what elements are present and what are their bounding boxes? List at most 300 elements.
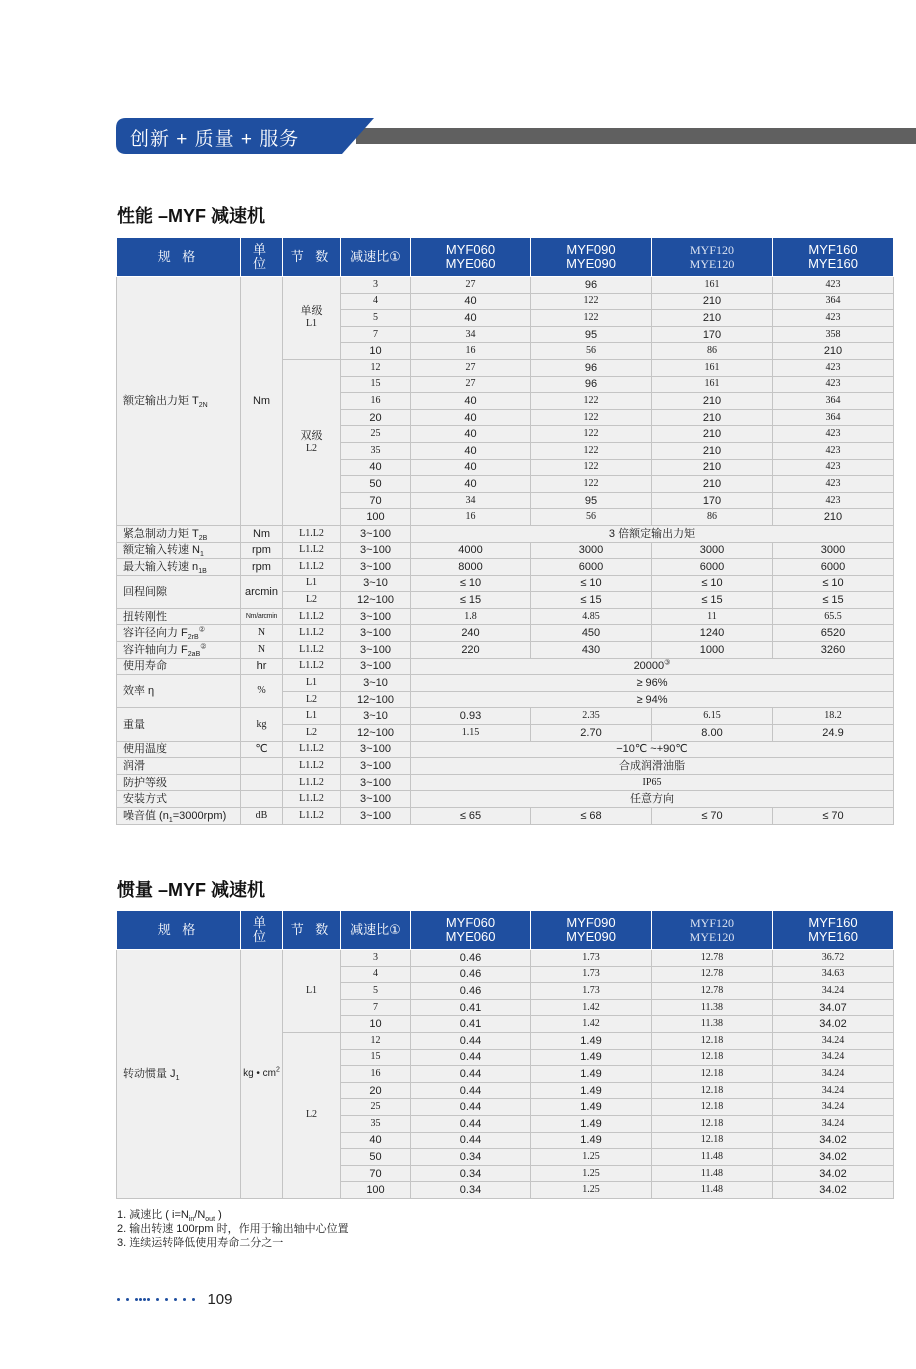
ratio-cell: 15 [341, 1049, 411, 1066]
value-cell: 423 [773, 376, 894, 393]
value-cell: 240 [411, 625, 531, 642]
stage-cell: L1 [283, 708, 341, 725]
unit-cell [241, 791, 283, 808]
table-row [117, 791, 894, 808]
row-label: 润滑 [117, 758, 241, 775]
value-cell: 3 倍额定输出力矩 [411, 525, 894, 542]
performance-table [116, 237, 894, 825]
value-cell: 16 [411, 509, 531, 526]
header-stage: 节 数 [283, 238, 341, 277]
value-cell: 40 [411, 293, 531, 310]
value-cell: 34.24 [773, 1066, 894, 1083]
ratio-cell: 12~100 [341, 592, 411, 609]
value-cell: 0.93 [411, 708, 531, 725]
table-row [117, 758, 894, 775]
dot-icon [135, 1298, 138, 1301]
value-cell: 12.78 [652, 950, 773, 967]
value-cell: 27 [411, 359, 531, 376]
value-cell: 210 [773, 509, 894, 526]
ratio-cell: 20 [341, 1082, 411, 1099]
value-cell: 122 [531, 293, 652, 310]
ratio-cell: 3~100 [341, 774, 411, 791]
value-cell: 364 [773, 409, 894, 426]
value-cell: 95 [531, 492, 652, 509]
value-cell: 12.18 [652, 1032, 773, 1049]
value-cell: 34.02 [773, 1132, 894, 1149]
model-name: MYE090 [566, 929, 616, 944]
value-cell: 364 [773, 393, 894, 410]
ratio-cell: 3~100 [341, 642, 411, 659]
ratio-cell: 5 [341, 310, 411, 327]
value-cell: 3000 [773, 542, 894, 559]
value-cell: 12.18 [652, 1115, 773, 1132]
model-name: MYF160 [808, 242, 858, 257]
ratio-cell: 7 [341, 326, 411, 343]
value-cell: 34.02 [773, 1165, 894, 1182]
header-model-4 [773, 238, 894, 277]
value-cell: 12.18 [652, 1066, 773, 1083]
value-cell: 423 [773, 310, 894, 327]
row-label: 使用寿命 [117, 658, 241, 675]
ratio-cell: 3~100 [341, 542, 411, 559]
value-cell: 364 [773, 293, 894, 310]
dot-icon [192, 1298, 195, 1301]
ratio-cell: 3~100 [341, 525, 411, 542]
value-cell: 0.44 [411, 1049, 531, 1066]
stage-cell: L1.L2 [283, 642, 341, 659]
value-cell: 12.18 [652, 1132, 773, 1149]
ratio-cell: 12~100 [341, 725, 411, 742]
model-name: MYE060 [445, 929, 496, 944]
value-cell: 1240 [652, 625, 773, 642]
value-cell: 1.73 [531, 966, 652, 983]
value-cell: 4.85 [531, 608, 652, 625]
value-cell: 0.44 [411, 1066, 531, 1083]
ratio-cell: 3~10 [341, 708, 411, 725]
ratio-cell: 70 [341, 492, 411, 509]
ratio-cell: 25 [341, 1099, 411, 1116]
ratio-cell: 3~10 [341, 575, 411, 592]
stage-cell: L1 [283, 675, 341, 692]
value-cell: 210 [652, 393, 773, 410]
header-unit: 单 位 [241, 238, 283, 277]
value-cell: 423 [773, 476, 894, 493]
value-cell: ≤ 10 [773, 575, 894, 592]
ratio-cell: 5 [341, 983, 411, 1000]
value-cell: 170 [652, 326, 773, 343]
value-cell: 1.49 [531, 1099, 652, 1116]
value-cell: 34.07 [773, 999, 894, 1016]
value-cell: ≤ 65 [411, 808, 531, 825]
value-cell: 1.49 [531, 1032, 652, 1049]
value-cell: 12.18 [652, 1082, 773, 1099]
ratio-cell: 3 [341, 950, 411, 967]
stage-l2: 双级 L2 [283, 359, 341, 525]
ratio-cell: 10 [341, 343, 411, 360]
row-label: 紧急制动力矩 $T_{2B}$ [117, 525, 241, 542]
table-row [117, 642, 894, 659]
row-label: 容许轴向力 $F_{2aB}^②$ [117, 642, 241, 659]
value-cell: 3000 [531, 542, 652, 559]
ratio-cell: 12~100 [341, 691, 411, 708]
value-cell: 11.48 [652, 1165, 773, 1182]
ratio-cell: 12 [341, 1032, 411, 1049]
stage-cell: L1.L2 [283, 625, 341, 642]
value-cell: 220 [411, 642, 531, 659]
row-label: 最大输入转速 $n_{1B}$ [117, 559, 241, 576]
ratio-cell: 100 [341, 509, 411, 526]
ratio-cell: 3~100 [341, 758, 411, 775]
dot-icon [174, 1298, 177, 1301]
header-unit: 单 位 [241, 911, 283, 950]
model-name: MYE120 [689, 257, 735, 271]
footnote-1: 1. 减速比 ( $i=N_{in}/N_{out}$ ) [117, 1209, 222, 1224]
torque-unit: Nm [241, 277, 283, 526]
value-cell: 1.49 [531, 1115, 652, 1132]
footnote-2: 2. 输出转速 100rpm 时，作用于输出轴中心位置 [117, 1223, 349, 1235]
stage-cell: L1.L2 [283, 758, 341, 775]
value-cell: ≤ 10 [652, 575, 773, 592]
value-cell: 210 [652, 293, 773, 310]
ratio-cell: 40 [341, 1132, 411, 1149]
unit-cell: N [241, 625, 283, 642]
unit-cell: N [241, 642, 283, 659]
ratio-cell: 100 [341, 1182, 411, 1199]
value-cell: 12.18 [652, 1049, 773, 1066]
performance-table-body [117, 277, 894, 825]
value-cell: 1.42 [531, 999, 652, 1016]
ratio-cell: 12 [341, 359, 411, 376]
stage-cell: L2 [283, 592, 341, 609]
header-model-1 [411, 911, 531, 950]
stage-cell: L1.L2 [283, 559, 341, 576]
value-cell: 11.48 [652, 1149, 773, 1166]
unit-cell: Nm/arcmin [241, 608, 283, 625]
inertia-table-body [117, 950, 894, 1199]
stage-cell: L1.L2 [283, 525, 341, 542]
value-cell: 40 [411, 442, 531, 459]
ratio-cell: 40 [341, 459, 411, 476]
ratio-cell: 35 [341, 442, 411, 459]
value-cell: 12.78 [652, 966, 773, 983]
ratio-cell: 3~100 [341, 658, 411, 675]
value-cell: 56 [531, 509, 652, 526]
value-cell: ≥ 94% [411, 691, 894, 708]
value-cell: 40 [411, 459, 531, 476]
inertia-unit: kg • $cm^2$ [241, 950, 283, 1199]
value-cell: 11.38 [652, 999, 773, 1016]
header-model-1 [411, 238, 531, 277]
value-cell: 40 [411, 393, 531, 410]
dot-icon [143, 1298, 146, 1301]
row-label: 使用温度 [117, 741, 241, 758]
value-cell: IP65 [411, 774, 894, 791]
ratio-cell: 3~100 [341, 608, 411, 625]
table-row [117, 808, 894, 825]
unit-cell: dB [241, 808, 283, 825]
value-cell: 95 [531, 326, 652, 343]
value-cell: 210 [652, 426, 773, 443]
unit-cell: hr [241, 658, 283, 675]
value-cell: 6.15 [652, 708, 773, 725]
value-cell: 0.44 [411, 1099, 531, 1116]
value-cell: 34.02 [773, 1182, 894, 1199]
value-cell: 423 [773, 459, 894, 476]
ratio-cell: 3~10 [341, 675, 411, 692]
dot-icon [183, 1298, 186, 1301]
performance-title: 性能 –MYF 减速机 [117, 206, 266, 226]
ratio-cell: 70 [341, 1165, 411, 1182]
value-cell: 1.73 [531, 983, 652, 1000]
value-cell: 65.5 [773, 608, 894, 625]
model-name: MYF120 [689, 243, 734, 257]
value-cell: 430 [531, 642, 652, 659]
stage-l2: L2 [283, 1032, 341, 1198]
value-cell: 34.24 [773, 1032, 894, 1049]
value-cell: 122 [531, 393, 652, 410]
table-row [117, 625, 894, 642]
value-cell: ≤ 15 [773, 592, 894, 609]
value-cell: 1.25 [531, 1165, 652, 1182]
unit-cell [241, 758, 283, 775]
table-row [117, 542, 894, 559]
value-cell: 18.2 [773, 708, 894, 725]
value-cell: 12.18 [652, 1099, 773, 1116]
value-cell: 0.41 [411, 999, 531, 1016]
stage-cell: L1.L2 [283, 774, 341, 791]
ratio-cell: 4 [341, 293, 411, 310]
value-cell: 0.34 [411, 1182, 531, 1199]
ratio-cell: 3~100 [341, 808, 411, 825]
stage-cell: L1.L2 [283, 741, 341, 758]
stage-cell: L1 [283, 575, 341, 592]
dot-icon [147, 1298, 150, 1301]
value-cell: ≤ 70 [773, 808, 894, 825]
value-cell: 0.34 [411, 1165, 531, 1182]
page-number: 109 [207, 1291, 233, 1309]
value-cell: 6000 [773, 559, 894, 576]
row-label: 效率 η [117, 675, 241, 708]
value-cell: 170 [652, 492, 773, 509]
value-cell: 1.8 [411, 608, 531, 625]
ratio-cell: 3~100 [341, 625, 411, 642]
value-cell: 0.44 [411, 1082, 531, 1099]
value-cell: 0.44 [411, 1115, 531, 1132]
unit-cell [241, 774, 283, 791]
dot-icon [117, 1298, 120, 1301]
table-row [117, 658, 894, 675]
ratio-cell: 16 [341, 1066, 411, 1083]
model-name: MYF160 [808, 915, 858, 930]
footnote-3: 3. 连续运转降低使用寿命二分之一 [117, 1237, 284, 1249]
value-cell: 122 [531, 442, 652, 459]
value-cell: 6520 [773, 625, 894, 642]
value-cell: 34.02 [773, 1016, 894, 1033]
value-cell: 34.02 [773, 1149, 894, 1166]
footnotes [117, 1208, 349, 1250]
value-cell: 210 [652, 409, 773, 426]
model-name: MYE090 [566, 256, 616, 271]
row-label: 容许径向力 $F_{2rB}^②$ [117, 625, 241, 642]
value-cell: 96 [531, 277, 652, 294]
value-cell: 0.44 [411, 1032, 531, 1049]
value-cell: 40 [411, 476, 531, 493]
stage-l1: L1 [283, 950, 341, 1033]
value-cell: 40 [411, 310, 531, 327]
unit-cell: % [241, 675, 283, 708]
value-cell: 122 [531, 459, 652, 476]
stage-cell: L1.L2 [283, 658, 341, 675]
value-cell: 16 [411, 343, 531, 360]
dot-icon [126, 1298, 129, 1301]
model-name: MYE060 [445, 256, 496, 271]
row-label: 额定输入转速 $N_1$ [117, 542, 241, 559]
value-cell: 161 [652, 376, 773, 393]
value-cell: 34.24 [773, 1049, 894, 1066]
table-row [117, 559, 894, 576]
stage-cell: L1.L2 [283, 791, 341, 808]
stage-cell: L2 [283, 725, 341, 742]
unit-cell: rpm [241, 542, 283, 559]
value-cell: 1000 [652, 642, 773, 659]
value-cell: 1.49 [531, 1132, 652, 1149]
value-cell: 96 [531, 376, 652, 393]
value-cell: 34 [411, 492, 531, 509]
value-cell: 210 [652, 476, 773, 493]
unit-cell: ℃ [241, 741, 283, 758]
row-label: 防护等级 [117, 774, 241, 791]
header-model-3 [652, 238, 773, 277]
ratio-cell: 25 [341, 426, 411, 443]
row-label: 扭转刚性 [117, 608, 241, 625]
table-row [117, 525, 894, 542]
header-spec: 规 格 [117, 911, 241, 950]
value-cell: ≤ 15 [531, 592, 652, 609]
value-cell: 6000 [652, 559, 773, 576]
inertia-label: 转动惯量 $J_1$ [117, 950, 241, 1199]
value-cell: 4000 [411, 542, 531, 559]
value-cell: 3000 [652, 542, 773, 559]
ratio-cell: 35 [341, 1115, 411, 1132]
value-cell: 0.41 [411, 1016, 531, 1033]
value-cell: 0.46 [411, 950, 531, 967]
stage-cell: L2 [283, 691, 341, 708]
model-name: MYE160 [808, 929, 858, 944]
ratio-cell: 3~100 [341, 791, 411, 808]
dot-icon [165, 1298, 168, 1301]
value-cell: 1.25 [531, 1149, 652, 1166]
header-model-2 [531, 911, 652, 950]
value-cell: 210 [652, 442, 773, 459]
value-cell: 8.00 [652, 725, 773, 742]
value-cell: 0.34 [411, 1149, 531, 1166]
ratio-cell: 15 [341, 376, 411, 393]
value-cell: 423 [773, 277, 894, 294]
value-cell: 1.49 [531, 1082, 652, 1099]
value-cell: 1.49 [531, 1066, 652, 1083]
header-model-2 [531, 238, 652, 277]
value-cell: ≤ 70 [652, 808, 773, 825]
value-cell: 1.42 [531, 1016, 652, 1033]
model-name: MYF090 [566, 242, 616, 257]
ratio-cell: 16 [341, 393, 411, 410]
value-cell: 423 [773, 442, 894, 459]
model-name: MYF060 [445, 242, 496, 257]
value-cell: 122 [531, 426, 652, 443]
inertia-title: 惯量 –MYF 减速机 [117, 880, 266, 900]
row-label: 安装方式 [117, 791, 241, 808]
value-cell: 122 [531, 409, 652, 426]
value-cell: 1.25 [531, 1182, 652, 1199]
stage-l1: 单级 L1 [283, 277, 341, 360]
header-spec: 规 格 [117, 238, 241, 277]
value-cell: 210 [652, 310, 773, 327]
table-row [117, 774, 894, 791]
value-cell: 1.73 [531, 950, 652, 967]
header-ratio: 减速比① [341, 911, 411, 950]
value-cell: 11 [652, 608, 773, 625]
value-cell: 1.15 [411, 725, 531, 742]
ratio-cell: 20 [341, 409, 411, 426]
row-label: 回程间隙 [117, 575, 241, 608]
value-cell: 34.24 [773, 1082, 894, 1099]
value-cell: 1.49 [531, 1049, 652, 1066]
value-cell: ≤ 15 [652, 592, 773, 609]
page-footer [117, 1291, 232, 1309]
value-cell: 20000③ [411, 658, 894, 675]
model-name: MYF090 [566, 915, 616, 930]
value-cell: 450 [531, 625, 652, 642]
value-cell: 27 [411, 376, 531, 393]
ratio-cell: 50 [341, 476, 411, 493]
value-cell: 34.24 [773, 983, 894, 1000]
header-banner [116, 117, 916, 155]
header-model-3 [652, 911, 773, 950]
ratio-cell: 50 [341, 1149, 411, 1166]
value-cell: 12.78 [652, 983, 773, 1000]
header-model-4 [773, 911, 894, 950]
value-cell: 0.46 [411, 983, 531, 1000]
stage-cell: L1.L2 [283, 542, 341, 559]
model-name: MYE160 [808, 256, 858, 271]
value-cell: 36.72 [773, 950, 894, 967]
model-name: MYE120 [689, 930, 735, 944]
ratio-cell: 7 [341, 999, 411, 1016]
inertia-table [116, 910, 894, 1199]
value-cell: 0.46 [411, 966, 531, 983]
table-row [117, 950, 894, 967]
stage-cell: L1.L2 [283, 808, 341, 825]
ratio-cell: 10 [341, 1016, 411, 1033]
value-cell: 34.24 [773, 1099, 894, 1116]
model-name: MYF060 [445, 915, 496, 930]
table-header-row [117, 238, 894, 277]
value-cell: 210 [773, 343, 894, 360]
value-cell: 24.9 [773, 725, 894, 742]
value-cell: 8000 [411, 559, 531, 576]
value-cell: 34.63 [773, 966, 894, 983]
value-cell: 122 [531, 310, 652, 327]
value-cell: 86 [652, 509, 773, 526]
value-cell: 0.44 [411, 1132, 531, 1149]
header-ratio: 减速比① [341, 238, 411, 277]
table-row [117, 608, 894, 625]
value-cell: 423 [773, 492, 894, 509]
value-cell: ≤ 68 [531, 808, 652, 825]
dot-icon [139, 1298, 142, 1301]
ratio-cell: 4 [341, 966, 411, 983]
value-cell: 358 [773, 326, 894, 343]
